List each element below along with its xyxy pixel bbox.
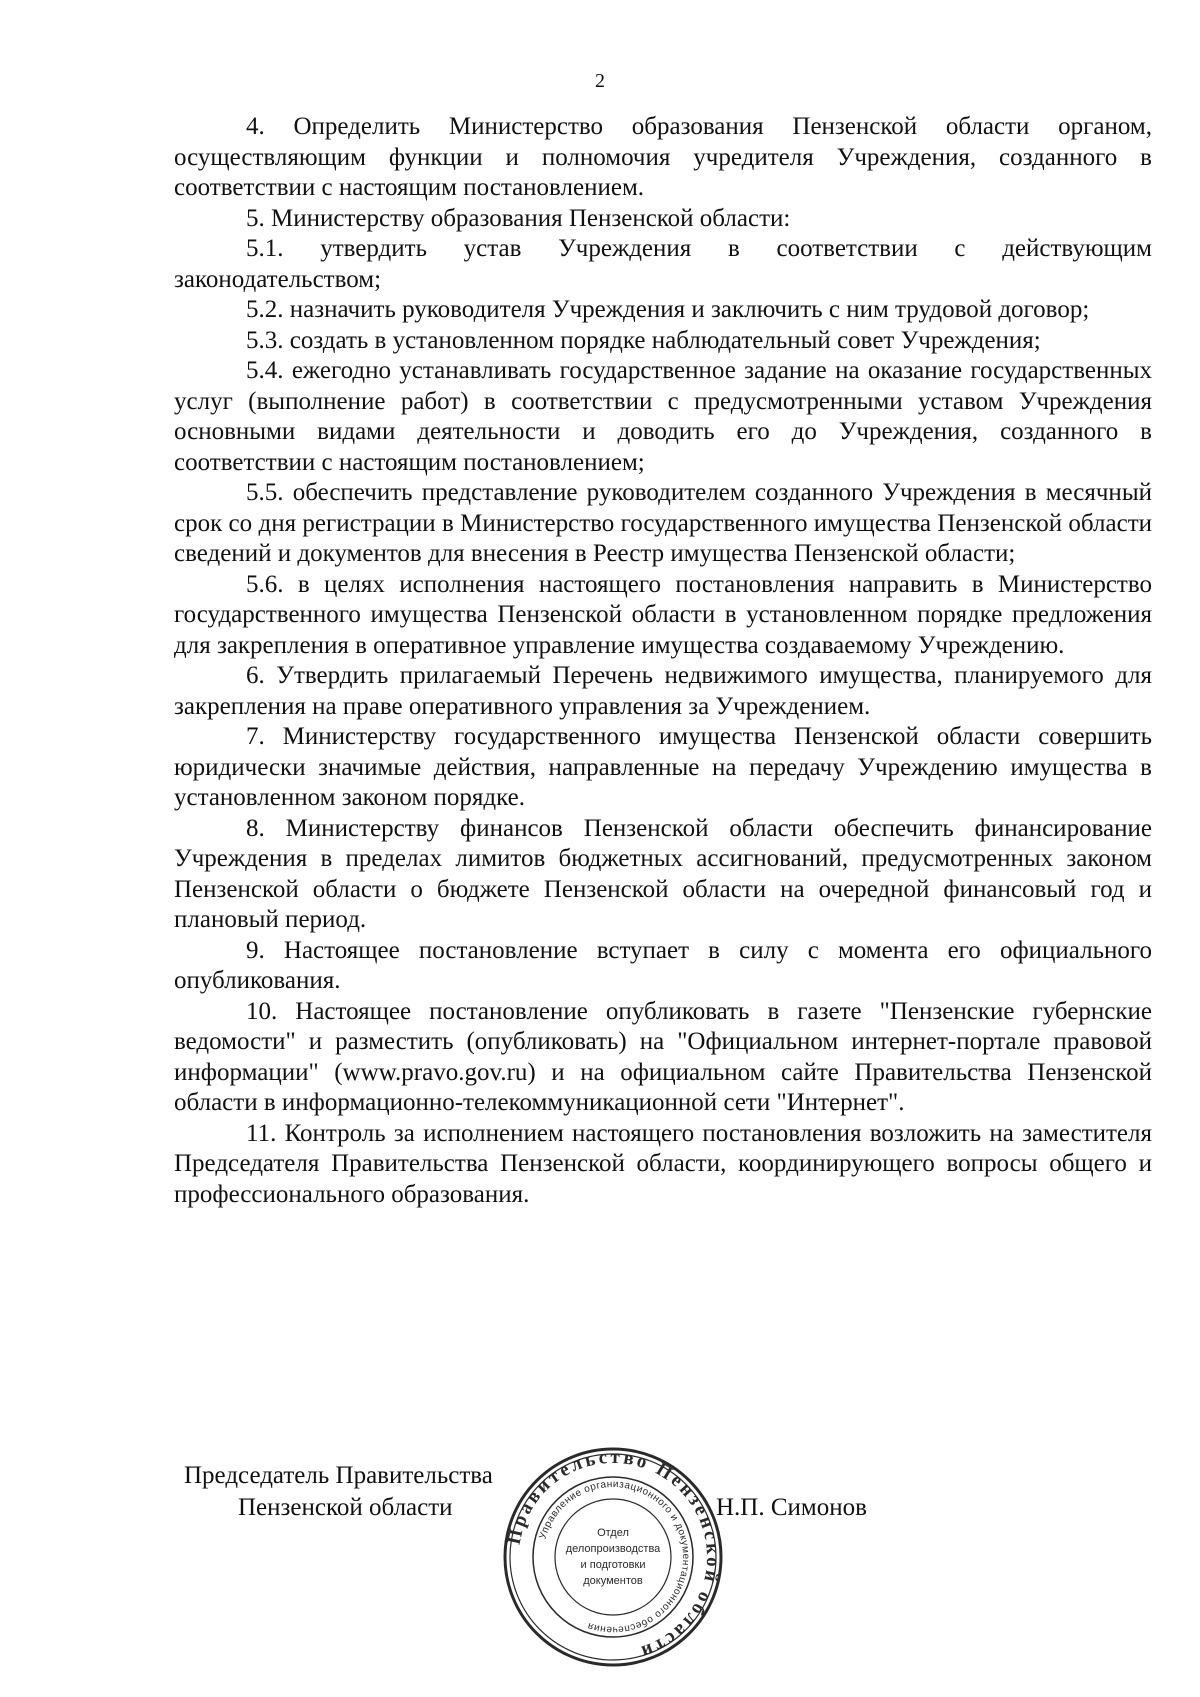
paragraph-5-5: 5.5. обеспечить представление руководителем созданного Учреждения в месячный срок со дня регистрации в Министерство государственного имущества Пензенской области сведений и документов для внесения в Реестр имущества Пензенской области; bbox=[174, 479, 1152, 567]
seal-inner-text: Управление организационного и документационного обеспечения bbox=[537, 1478, 692, 1636]
seal-center-line-1: Отдел bbox=[597, 1527, 629, 1539]
paragraph-8: 8. Министерству финансов Пензенской области обеспечить финансирование Учреждения в пределах лимитов бюджетных ассигнований, предусмотренных законом Пензенской области о бюджете Пензенской области на очередной финансовый год и плановый период. bbox=[174, 814, 1152, 933]
seal-center-line-4: документов bbox=[583, 1575, 643, 1587]
seal-graphic bbox=[502, 1446, 724, 1668]
paragraph-7: 7. Министерству государственного имущества Пензенской области совершить юридически значимые действия, направленные на передачу Учреждению имущества в установленном законом порядке. bbox=[174, 723, 1152, 811]
paragraph-9: 9. Настоящее постановление вступает в силу с момента его официального опубликования. bbox=[174, 936, 1152, 994]
page-number: 2 bbox=[595, 70, 605, 92]
document-body bbox=[174, 112, 1152, 1210]
paragraph-5-3: 5.3. создать в установленном порядке наблюдательный совет Учреждения; bbox=[246, 326, 1041, 354]
paragraph-5-4: 5.4. ежегодно устанавливать государственное задание на оказание государственных услуг (выполнение работ) в соответствии с предусмотренными уставом Учреждения основными видами деятельности и доводить его до Учреждения, созданного в соответствии с настоящим постановлением; bbox=[174, 357, 1152, 476]
paragraph-6: 6. Утвердить прилагаемый Перечень недвижимого имущества, планируемого для закрепления на праве оперативного управления за Учреждением. bbox=[174, 662, 1152, 720]
seal-center-line-2: делопроизводства bbox=[565, 1543, 661, 1555]
svg-text:Управление организационного и bbox=[537, 1479, 691, 1635]
paragraph-5-1: 5.1. утвердить устав Учреждения в соответствии с действующим законодательством; bbox=[174, 235, 1152, 293]
official-seal bbox=[502, 1446, 724, 1668]
signatory-title-line2: Пензенской области bbox=[238, 1494, 453, 1521]
paragraph-5-2: 5.2. назначить руководителя Учреждения и заключить с ним трудовой договор; bbox=[246, 296, 1090, 323]
paragraph-4: 4. Определить Министерство образования Пензенской области органом, осуществляющим функции и полномочия учредителя Учреждения, созданного в соответствии с настоящим постановлением. bbox=[174, 113, 1152, 201]
paragraph-10: 10. Настоящее постановление опубликовать в газете "Пензенские губернские ведомости" и разместить (опубликовать) на "Официальном интернет-портале правовой информации" (www.pravo.gov.ru) и на официальном сайте Правительства Пензенской области в информационно-телекоммуникационной сети "Интернет". bbox=[174, 997, 1152, 1116]
signatory-name: Н.П. Симонов bbox=[716, 1494, 867, 1521]
paragraph-5: 5. Министерству образования Пензенской области: bbox=[246, 204, 791, 232]
paragraph-5-6: 5.6. в целях исполнения настоящего постановления направить в Министерство государственного имущества Пензенской области в установленном порядке предложения для закрепления в оперативное управление имущества создаваемому Учреждению. bbox=[174, 570, 1152, 659]
signatory-title-line1: Председатель Правительства bbox=[184, 1462, 493, 1489]
seal-center-line-3: и подготовки bbox=[580, 1559, 646, 1571]
seal-outer-text: Правительство Пензенской области bbox=[503, 1446, 724, 1664]
paragraph-11: 11. Контроль за исполнением настоящего постановления возложить на заместителя Председателя Правительства Пензенской области, координирующего вопросы общего и профессионального образования. bbox=[174, 1119, 1152, 1208]
